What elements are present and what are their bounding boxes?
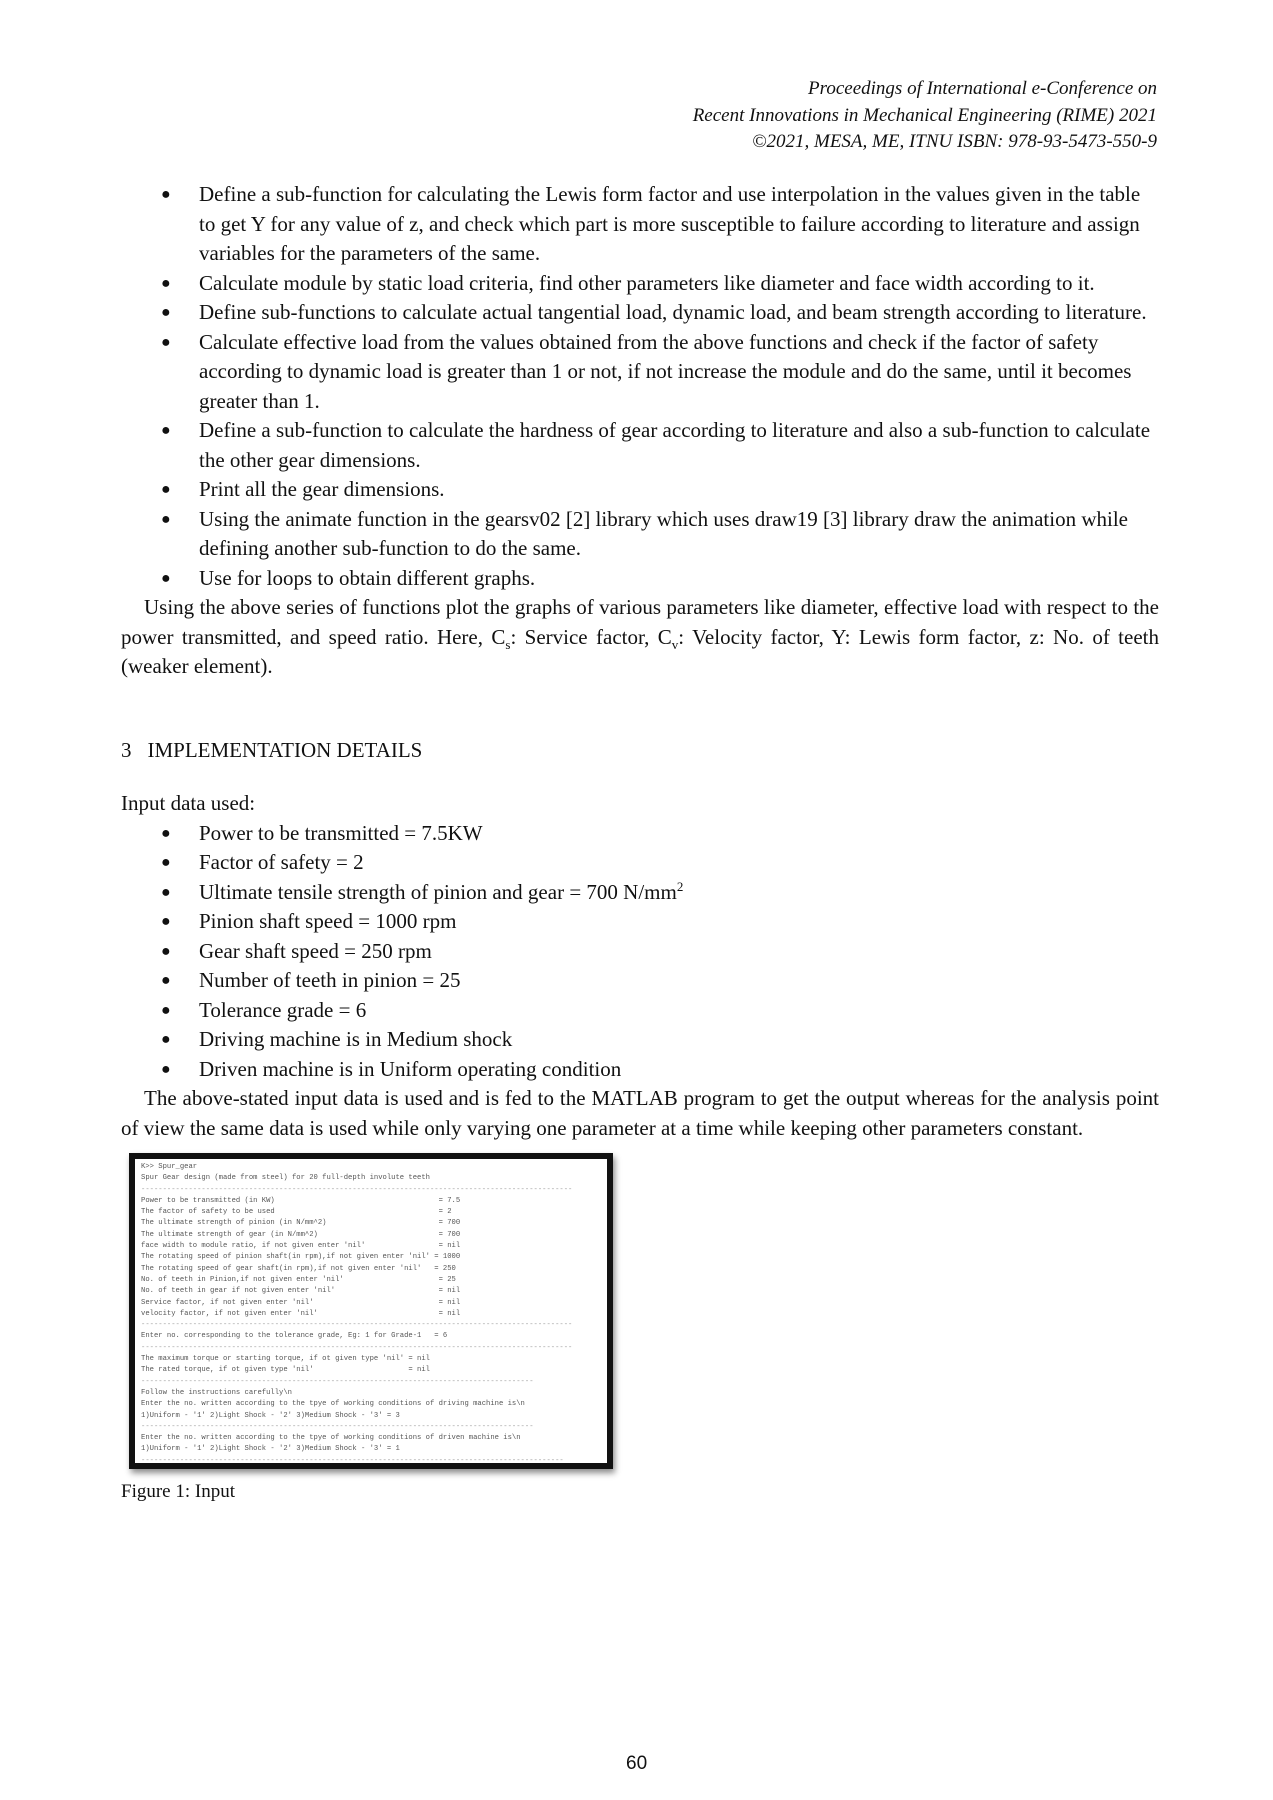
bullet-icon: ● bbox=[161, 569, 171, 587]
console-line: K>> Spur_gear bbox=[141, 1163, 198, 1171]
list-item: ● Calculate effective load from the values obtained from the above functions and check if the factor of safety according to dynamic load is greater than 1 or not, if not increase the module and do the same, until it becomes greater than 1. bbox=[161, 329, 1132, 413]
section-title: IMPLEMENTATION DETAILS bbox=[147, 737, 423, 762]
list-item: ● Use for loops to obtain different graphs. bbox=[121, 564, 1159, 594]
console-line: Spur Gear design (made from steel) for 20 full-depth involute teeth bbox=[141, 1174, 430, 1183]
procedure-steps-list bbox=[121, 180, 1159, 593]
header-line-1: Proceedings of International e-Conference on bbox=[808, 78, 1157, 99]
bullet-icon: ● bbox=[161, 824, 171, 842]
matlab-console-figure bbox=[129, 1153, 613, 1469]
console-line: No. of teeth in Pinion,if not given enter 'nil' = 25 bbox=[141, 1275, 456, 1284]
bullet-icon: ● bbox=[161, 481, 171, 498]
bullet-icon: ● bbox=[161, 1001, 171, 1019]
console-line: No. of teeth in gear if not given enter 'nil' = nil bbox=[141, 1287, 461, 1296]
console-line: velocity factor, if not given enter 'nil' = nil bbox=[141, 1309, 461, 1318]
input-data-list bbox=[121, 819, 1159, 1085]
bullet-icon: ● bbox=[161, 304, 171, 321]
console-separator: ---------------------------------------------------------------------------------------------------- bbox=[141, 1185, 573, 1194]
header-line-3: ©2021, MESA, ME, ITNU ISBN: 978-93-5473-550-9 bbox=[752, 131, 1157, 152]
console-line: The ultimate strength of pinion (in N/mm^2) = 700 bbox=[141, 1219, 461, 1228]
list-item: ● Using the animate function in the gearsv02 [2] library which uses draw19 [3] library draw the animation while defining another sub-function to do the same. bbox=[161, 506, 1128, 560]
figure-caption: Figure 1: Input bbox=[121, 1481, 235, 1502]
list-item: ● Calculate module by static load criteria, find other parameters like diameter and face width according to it. bbox=[121, 269, 1159, 299]
bullet-icon: ● bbox=[161, 913, 171, 930]
list-item: ● Define a sub-function to calculate the hardness of gear according to literature and also a sub-function to calculate the other gear dimensions. bbox=[161, 418, 1151, 472]
console-line: Enter the no. written according to the tpye of working conditions of driving machine is\n bbox=[141, 1400, 525, 1409]
console-line: Enter no. corresponding to the tolerance grade, Eg: 1 for Grade-1 = 6 bbox=[141, 1332, 448, 1341]
bullet-icon: ● bbox=[161, 422, 171, 439]
bullet-icon: ● bbox=[161, 1060, 171, 1078]
list-item: ● Print all the gear dimensions. bbox=[121, 475, 1159, 505]
console-line: The rated torque, if ot given type 'nil' = nil bbox=[141, 1366, 430, 1375]
list-item: ● Define a sub-function for calculating the Lewis form factor and use interpolation in the values given in the table to get Y for any value of z, and check which part is more susceptible to failure according to literature and assign variables for the parameters of the same. bbox=[161, 182, 1141, 265]
page-number: 60 bbox=[626, 1753, 648, 1774]
console-separator: ------------------------------------------------------------------------------------------- bbox=[141, 1377, 534, 1386]
header-line-2: Recent Innovations in Mechanical Engineering (RIME) 2021 bbox=[692, 104, 1157, 126]
list-item: ● Tolerance grade = 6 bbox=[121, 996, 1159, 1026]
summary-paragraph: Using the above series of functions plot the graphs of various parameters like diameter, effective load with respect to the power transmitted, and speed ratio. Here, $C_s$: Service factor, $C_v$: Velocity factor, Y: Lewis form factor, z: No. of teeth (weaker element). bbox=[121, 595, 1159, 678]
console-separator: ---------------------------------------------------------------------------------------------------- bbox=[141, 1321, 573, 1330]
bullet-icon: ● bbox=[161, 854, 171, 871]
console-line: 1)Uniform - '1' 2)Light Shock - '2' 3)Medium Shock - '3' = 3 bbox=[141, 1411, 400, 1420]
console-separator: ------------------------------------------------------------------------------------------- bbox=[141, 1422, 534, 1431]
bullet-icon: ● bbox=[161, 1031, 171, 1048]
bullet-icon: ● bbox=[161, 942, 171, 960]
console-line: The maximum torque or starting torque, if ot given type 'nil' = nil bbox=[141, 1355, 430, 1364]
console-line: Service factor, if not given enter 'nil' = nil bbox=[141, 1298, 461, 1307]
console-line: The rotating speed of pinion shaft(in rpm),if not given enter 'nil' = 1000 bbox=[141, 1253, 461, 1262]
console-line: Enter the no. written according to the tpye of working conditions of driven machine is\n bbox=[141, 1434, 521, 1443]
conference-header bbox=[693, 76, 1157, 156]
list-item: ● Number of teeth in pinion = 25 bbox=[121, 966, 1159, 996]
matlab-paragraph: The above-stated input data is used and is fed to the MATLAB program to get the output whereas for the analysis point of view the same data is used while only varying one parameter at a time while keeping other parameters constant. bbox=[121, 1086, 1159, 1140]
bullet-icon: ● bbox=[161, 186, 171, 203]
console-line: Follow the instructions carefully\n bbox=[141, 1388, 292, 1397]
list-item: ● Power to be transmitted = 7.5KW bbox=[121, 819, 1159, 849]
list-item: ● Ultimate tensile strength of pinion and gear = 700 $N/mm^2$ bbox=[121, 878, 1159, 908]
section-heading bbox=[121, 736, 1159, 766]
section-number: 3 bbox=[121, 737, 132, 762]
console-line: 1)Uniform - '1' 2)Light Shock - '2' 3)Medium Shock - '3' = 1 bbox=[141, 1445, 400, 1454]
list-item: ● Driven machine is in Uniform operating condition bbox=[121, 1055, 1159, 1085]
console-line: The ultimate strength of gear (in N/mm^2) = 700 bbox=[141, 1230, 461, 1239]
console-line: face width to module ratio, if not given enter 'nil' = nil bbox=[141, 1242, 461, 1251]
page-body bbox=[121, 180, 1159, 1507]
bullet-icon: ● bbox=[161, 274, 171, 292]
list-item: ● Gear shaft speed = 250 rpm bbox=[121, 937, 1159, 967]
list-item: ● Define sub-functions to calculate actual tangential load, dynamic load, and beam strength according to literature. bbox=[121, 298, 1159, 328]
console-line: The factor of safety to be used = 2 bbox=[141, 1208, 452, 1217]
console-line: Power to be transmitted (in KW) = 7.5 bbox=[141, 1196, 461, 1205]
input-data-label: Input data used: bbox=[121, 791, 256, 815]
console-separator: -------------------------------------------------------------------------------------------------- bbox=[141, 1456, 564, 1465]
bullet-icon: ● bbox=[161, 972, 171, 989]
console-separator: ---------------------------------------------------------------------------------------------------- bbox=[141, 1343, 573, 1352]
list-item: ● Pinion shaft speed = 1000 rpm bbox=[121, 907, 1159, 937]
list-item: ● Factor of safety = 2 bbox=[121, 848, 1159, 878]
list-item: ● Driving machine is in Medium shock bbox=[121, 1025, 1159, 1055]
bullet-icon: ● bbox=[161, 510, 171, 528]
bullet-icon: ● bbox=[161, 883, 171, 901]
bullet-icon: ● bbox=[161, 333, 171, 351]
console-line: The rotating speed of gear shaft(in rpm),if not given enter 'nil' = 250 bbox=[141, 1264, 456, 1273]
